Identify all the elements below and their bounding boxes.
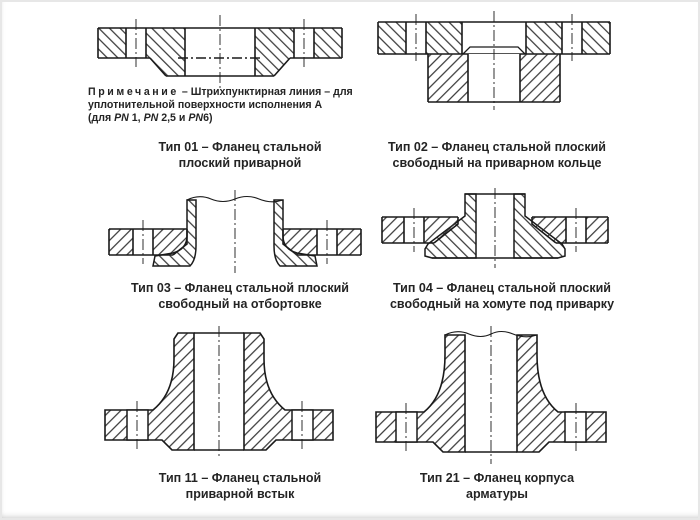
flange-type-11-drawing bbox=[95, 325, 385, 460]
caption-type-04: Тип 04 – Фланец стальной плоский свободный на хомуте под приварку bbox=[389, 281, 615, 311]
flange-type-21-drawing bbox=[368, 325, 650, 465]
caption-type-01: Тип 01 – Фланец стальной плоский приварной bbox=[158, 140, 322, 170]
caption-type-11: Тип 11 – Фланец стальной приварной встык bbox=[158, 471, 322, 501]
centerlines bbox=[406, 326, 576, 464]
note-text: Примечание – Штрихпунктирная линия – для уплотнительной поверхности исполнения А (для PN 1, PN 2,5 и PN6) bbox=[88, 86, 353, 125]
flange-type-03-drawing bbox=[95, 186, 375, 274]
caption-type-03: Тип 03 – Фланец стальной плоский свободный на отбортовке bbox=[131, 281, 349, 311]
caption-type-02: Тип 02 – Фланец стальной плоский свободный на приварном кольце bbox=[388, 140, 606, 170]
note-label: Примечание bbox=[88, 86, 179, 98]
flange-type-02-drawing bbox=[366, 8, 622, 112]
flange-type-04-drawing bbox=[370, 186, 626, 270]
caption-type-21: Тип 21 – Фланец корпуса арматуры bbox=[419, 471, 575, 501]
